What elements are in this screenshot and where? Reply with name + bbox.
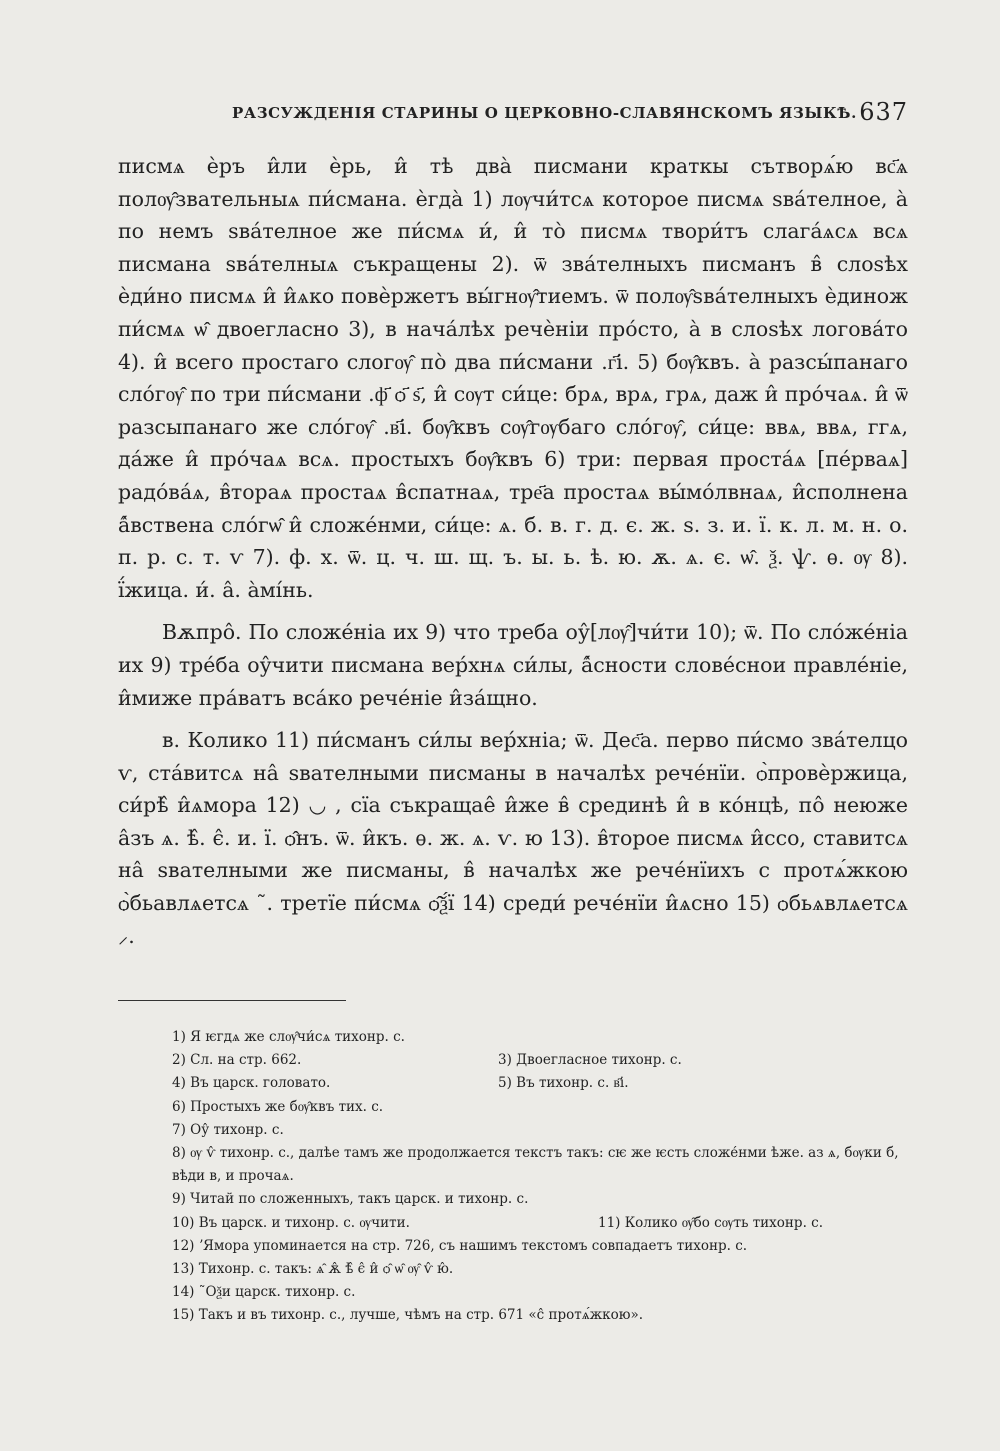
footnote: 8) ѹ ѵ̂ тихонр. с., далѣе тамъ же продолжается текстъ такъ: сѥ же ѥсть сложе́нми ѣже. аз ѧ, бѹки б, вѣди в, и прочаѧ. — [172, 1145, 899, 1185]
page-number: 637 — [859, 98, 908, 126]
footnote: 6) Простыхъ же бѹ̂квъ тих. с. — [172, 1098, 384, 1115]
footnote-row — [172, 1072, 922, 1095]
footnote: 13) Тихонр. с. такъ: ѧ̂ ѫ̂ ѣ̂ є̂ и̂ ѻ̂ ѡ̂ ѹ̂ ѵ̂ ю̂. — [172, 1261, 454, 1278]
paragraph: Вѫпро̂. По сложе́ніа их 9) что треба оу̂[лѹ̂]чи́ти 10); ѿ. По сло́же́ніа их 9) тре́ба оу̂чити писмана вер́хнѧ си́лы, а̂́сности слове́снои правле́ніе, и̂миже пра́ватъ вса́ко рече́ніе и̂за́щно. — [118, 620, 908, 710]
footnote: 12) ʼЯмора упоминается на стр. 726, съ нашимъ текстомъ совпадаетъ тихонр. с. — [172, 1237, 748, 1254]
paragraph: в. Колико 11) пи́сманъ си́лы вер́хніа; ѿ. Дес҃а. перво пи́смо зва́телцо ѵ, ста́витсѧ на̂ ѕвателными писманы в началѣх рече́нїи. ѻ̀провѐржица, си́рѣ̂ и̂ѧмора 12) ◡ , сїа съкращае̂ и̂же в̂ срединѣ и̂ в ко́нцѣ, по̂ неюже а̂зъ ѧ. ѣ̂. є̂. и. ї. ѻ̂нъ. ѿ. и̂къ. ѳ. ж. ѧ. ѵ. ю 13). в̂торое писмѧ и̂ссо, ставитсѧ на̂ ѕвателными же писманы, в̂ началѣх же рече́нїихъ с протѧ́жкою ѻ̀бьавлѧетсѧ ˜. третїе пи́смѧ ѻ̂ѯ́ї 14) среди́ рече́нїи и̂ѧсно 15) ѻбьѧвлѧетсѧ ⸝. — [118, 728, 908, 948]
page-header — [118, 98, 908, 128]
footnote: 1) Я ѥгдѧ же слѹ̂чи́сѧ тихонр. с. — [172, 1029, 405, 1045]
footnote: 4) Въ царск. головато. — [172, 1075, 331, 1092]
footnote: 7) Оу̂ тихонр. с. — [172, 1121, 284, 1138]
footnote: 5) Въ тихонр. с. в҃і. — [498, 1075, 629, 1092]
footnote-row — [172, 1049, 922, 1072]
running-title: РАЗСУЖДЕНІЯ СТАРИНЫ О ЦЕРКОВНО-СЛАВЯНСКОМЪ ЯЗЫКѢ. — [232, 104, 857, 122]
footnote: 3) Двоегласное тихонр. с. — [498, 1052, 682, 1069]
main-text — [118, 150, 908, 952]
footnote: 10) Въ царск. и тихонр. с. ѹчити. — [172, 1214, 410, 1231]
paragraph: писмѧ ѐръ и̂ли ѐрь, и̂ тѣ два̀ писмани краткы сътворѧ́ю вс҃ѧ полѹ̂звательныѧ пи́смана. ѐгда̀ 1) лѹчи́тсѧ которое писмѧ ѕва́телное, а̀ по немъ ѕва́телное же пи́смѧ и́, и̂ то̀ писмѧ твори́тъ слага́ѧсѧ всѧ писмана ѕва́телныѧ съкращены 2). ѿ зва́телныхъ писманъ в̂ слоѕѣх ѐди́но писмѧ и̂ и̂ѧко повѐржетъ вы́гнѹ̂тиемъ. ѿ полѹ̂ѕва́телныхъ ѐдинож пи́смѧ ѡ̂ двоегласно 3), в нача́лѣх речѐніи про́сто, а̀ в слоѕѣх логова́то 4). и̂ всего простаго слогѹ̂ по̀ два пи́смани .г҃і. 5) бѹ̂квъ. а̀ разсы́панаго сло́гѹ̂ по три пи́смани .ф҃ ѻ҃ ѕ҃, и̂ сѹт си́це: брѧ, врѧ, грѧ, даж и̂ про́чаѧ. и̂ ѿ разсыпанаго же сло́гѹ̂ .в҃і. бѹ̂квъ сѹ̂гѹбаго сло́гѹ̂, си́це: ввѧ, ввѧ, ггѧ, да́же и̂ про́чаѧ всѧ. простыхъ бѹ̂квъ 6) три: первая проста́ѧ [пе́рваѧ] радо́ва́ѧ, в̂тораѧ простаѧ в̂спатнаѧ, тре҃а простаѧ вы́мо́лвнаѧ, и̂сполнена а̂́вствена сло́гѡ̂ и̂ сложе́нми, си́це: ѧ. б. в. г. д. є. ж. ѕ. з. и. ї. к. л. м. н. о. п. р. с. т. ѵ 7). ф. х. ѿ. ц. ч. ш. щ. ъ. ы. ь. ѣ. ю. ѫ. ѧ. є. ѡ̂. ѯ. ѱ. ѳ. ѹ 8). ї́жица. и́. а̂. а̀мі́нь. — [118, 154, 908, 602]
footnote: 14) ˜Оѯи царск. тихонр. с. — [172, 1284, 356, 1301]
footnote: 2) Сл. на стр. 662. — [172, 1052, 302, 1069]
footnote-separator — [118, 1000, 346, 1001]
footnotes — [172, 1026, 922, 1328]
footnote: 15) Такъ и въ тихонр. с., лучше, чѣмъ на стр. 671 «с̂ протѧ́жкою». — [172, 1307, 644, 1324]
footnote: 9) Читай по сложенныхъ, такъ царск. и тихонр. с. — [172, 1191, 529, 1208]
footnote: 11) Колико ѹ̂бо сѹть тихонр. с. — [598, 1214, 823, 1231]
footnote-row — [172, 1212, 922, 1235]
